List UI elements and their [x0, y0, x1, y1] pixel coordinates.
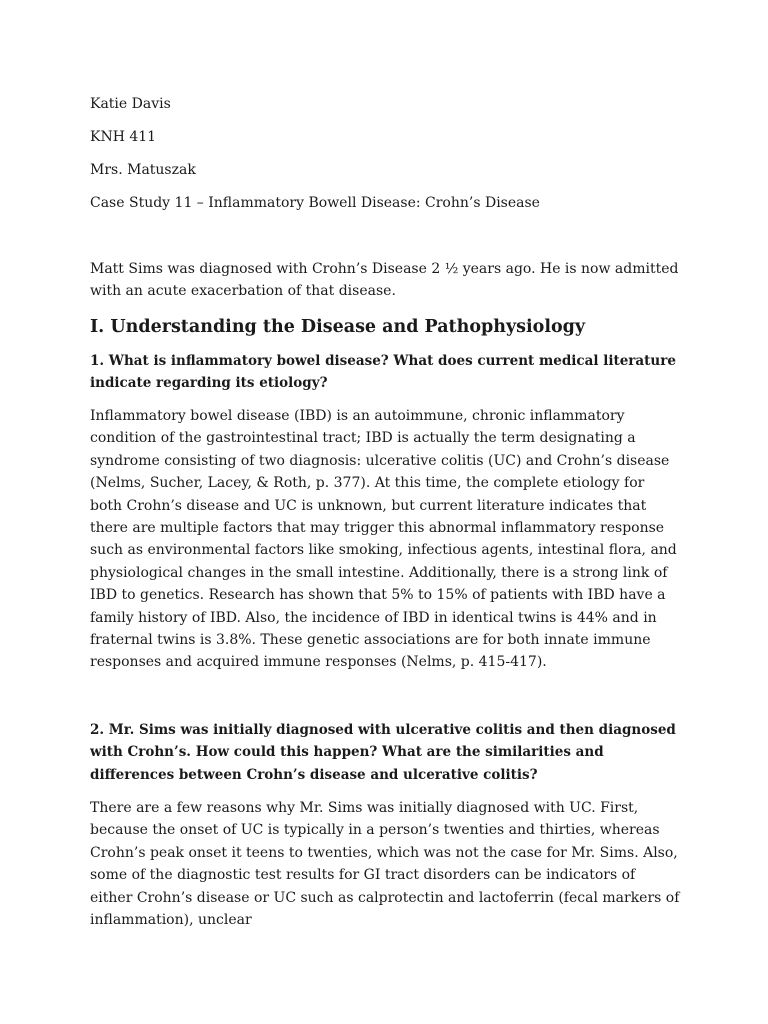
instructor-name: Mrs. Matuszak	[90, 162, 196, 178]
section-heading: I. Understanding the Disease and Pathophysiology	[90, 317, 586, 337]
question-2: 2. Mr. Sims was initially diagnosed with ulcerative colitis and then diagnosed with Crohn’s. How could this happen? What are the similarities and differences between Crohn’s disease and ulcerative colitis?	[90, 722, 676, 783]
question-1: 1. What is inflammatory bowel disease? What does current medical literature indicate regarding its etiology?	[90, 353, 676, 392]
intro-paragraph: Matt Sims was diagnosed with Crohn’s Disease 2 ½ years ago. He is now admitted with an acute exacerbation of that disease.	[90, 261, 679, 300]
answer-1: Inflammatory bowel disease (IBD) is an autoimmune, chronic inflammatory condition of the gastrointestinal tract; IBD is actually the term designating a syndrome consisting of two diagnosis: ulcerative colitis (UC) and Crohn’s disease (Nelms, Sucher, Lacey, & Roth, p. 377). At this time, the complete etiology for both Crohn’s disease and UC is unknown, but current literature indicates that there are multiple factors that may trigger this abnormal inflammatory response such as environmental factors like smoking, infectious agents, intestinal flora, and physiological changes in the small intestine. Additionally, there is a strong link of IBD to genetics. Research has shown that 5% to 15% of patients with IBD have a family history of IBD. Also, the incidence of IBD in identical twins is 44% and in fraternal twins is 3.8%. These genetic associations are for both innate immune responses and acquired immune responses (Nelms, p. 415-417).	[90, 408, 677, 671]
student-name: Katie Davis	[90, 96, 171, 112]
answer-2: There are a few reasons why Mr. Sims was initially diagnosed with UC. First, because the onset of UC is typically in a person’s twenties and thirties, whereas Crohn’s peak onset it teens to twenties, which was not the case for Mr. Sims. Also, some of the diagnostic test results for GI tract disorders can be indicators of either Crohn’s disease or UC such as calprotectin and lactoferrin (fecal markers of inflammation), unclear	[90, 800, 680, 929]
course-code: KNH 411	[90, 129, 157, 145]
document-title: Case Study 11 – Inflammatory Bowell Disease: Crohn’s Disease	[90, 195, 540, 211]
